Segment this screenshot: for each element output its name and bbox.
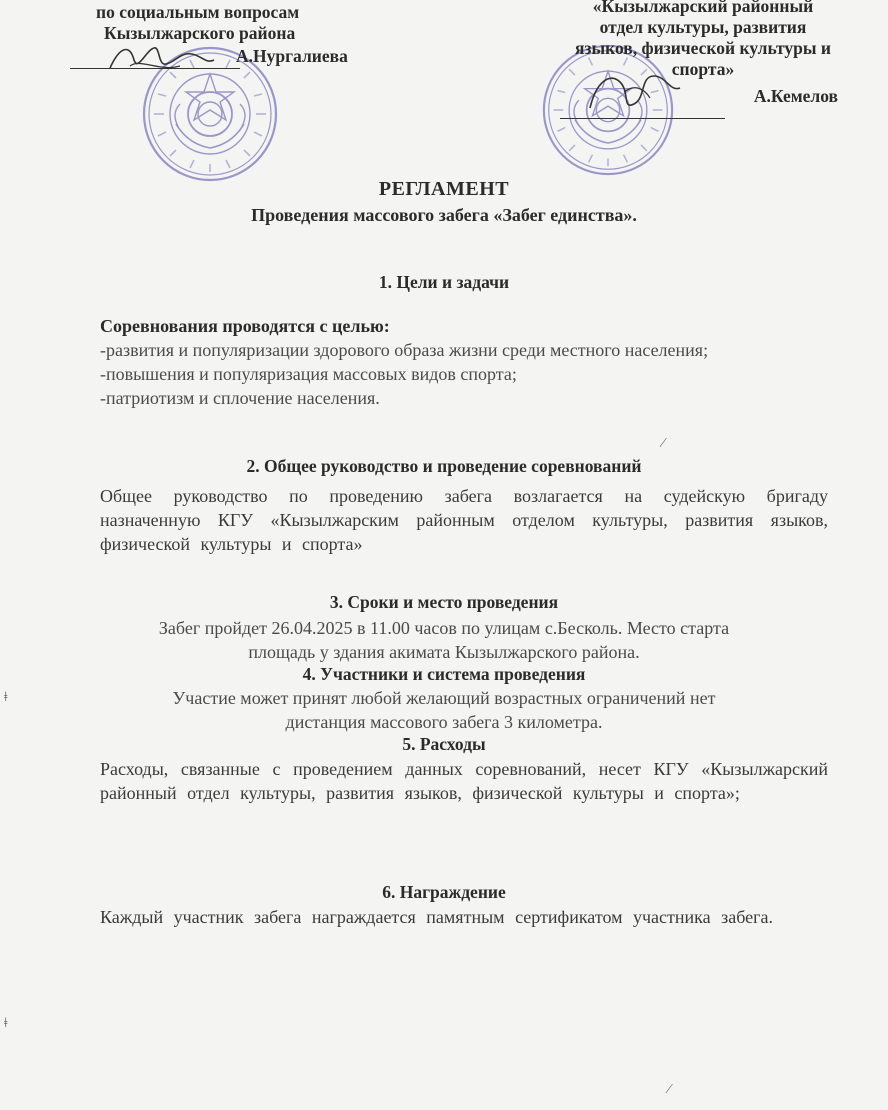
section1-item: -развития и популяризации здорового образа жизни среди местного населения; [100,340,709,360]
section5-heading: 5. Расходы [402,734,486,754]
header-right-line3: языков, физической культуры и [574,38,832,58]
section4-line1: Участие может принят любой желающий возрастных ограничений нет [172,688,716,708]
section5-text: Расходы, связанные с проведением данных соревнований, несет КГУ «Кызылжарский районный отдел культуры, развития языков, физической культуры и спорта»; [100,759,828,803]
section4-heading: 4. Участники и система проведения [302,664,586,684]
scan-mark: ⁄ [668,1082,671,1097]
section3-line2: площадь у здания акимата Кызылжарского района. [248,642,640,662]
header-left-signer: А.Нургалиева [236,46,348,66]
section6-heading: 6. Награждение [382,882,506,902]
signature-right [580,62,690,122]
header-right-line1: «Кызылжарский районный [592,0,814,16]
section1-lead: Соревнования проводятся с целью: [100,316,390,336]
signature-left [100,38,220,78]
header-right-line4: спорта» [671,59,735,79]
header-right-signer: А.Кемелов [753,86,838,106]
document-title: РЕГЛАМЕНТ [378,178,510,200]
section1-heading: 1. Цели и задачи [378,272,510,292]
section1-item: -повышения и популяризация массовых видов спорта; [100,364,517,384]
section3-text [0,616,888,664]
scan-mark: ǂ [4,1016,8,1031]
section3-line1: Забег пройдет 26.04.2025 в 11.00 часов по улицам с.Бесколь. Место старта [158,618,730,638]
header-left-line1: по социальным вопросам [96,2,300,22]
section1-body [100,314,820,410]
section2-text: Общее руководство по проведению забега возлагается на судейскую бригаду назначенную КГУ «Кызылжарским районным отделом культуры, развития языков, физической культуры и спорта» [100,486,828,554]
section3-heading: 3. Сроки и место проведения [329,592,559,612]
scan-mark: ⁄ [662,436,665,451]
header-right-line2: отдел культуры, развития [599,17,807,37]
section1-item: -патриотизм и сплочение населения. [100,388,380,408]
section6-text: Каждый участник забега награждается памятным сертификатом участника забега. [100,907,774,927]
section4-line2: дистанция массового забега 3 километра. [285,712,603,732]
section2-heading: 2. Общее руководство и проведение соревнований [246,456,642,476]
section4-text [0,686,888,734]
scan-mark: ǂ [4,690,8,705]
header-left-line2: Кызылжарского района [104,23,296,43]
document-subtitle: Проведения массового забега «Забег единства». [251,205,637,225]
